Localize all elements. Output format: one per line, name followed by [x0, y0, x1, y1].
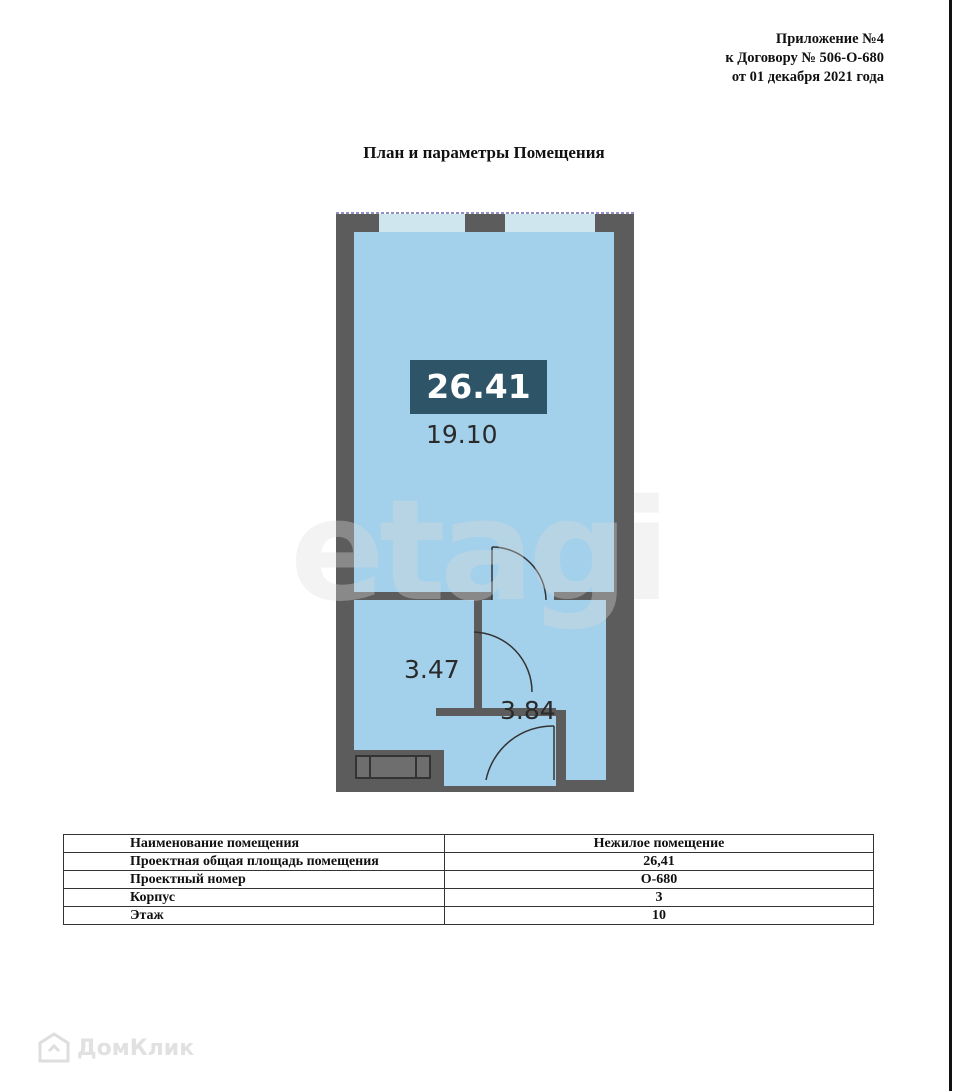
header-appendix: Приложение №4 — [775, 31, 884, 47]
row-label: Этаж — [64, 907, 445, 925]
table-row — [64, 853, 874, 871]
table-row — [64, 871, 874, 889]
table-row — [64, 889, 874, 907]
etagi-watermark: etagi — [290, 470, 665, 633]
row-label: Наименование помещения — [64, 835, 445, 853]
table-row — [64, 835, 874, 853]
row-value: 10 — [445, 907, 874, 925]
page-edge — [949, 0, 952, 1091]
room-area-label-bath: 3.84 — [500, 696, 556, 725]
window-left — [379, 214, 465, 232]
domclick-house-icon — [37, 1031, 71, 1065]
row-value: Нежилое помещение — [445, 835, 874, 853]
row-value: О-680 — [445, 871, 874, 889]
total-area-badge: 26.41 — [410, 360, 547, 414]
document-header — [725, 30, 884, 87]
row-value: 26,41 — [445, 853, 874, 871]
parameters-table — [63, 834, 874, 925]
row-label: Корпус — [64, 889, 445, 907]
header-date: от 01 декабря 2021 года — [731, 69, 884, 85]
row-label: Проектная общая площадь помещения — [64, 853, 445, 871]
window-right — [505, 214, 595, 232]
table-row — [64, 907, 874, 925]
header-contract: к Договору № 506-О-680 — [725, 50, 884, 66]
row-label: Проектный номер — [64, 871, 445, 889]
floor-plan — [336, 212, 634, 792]
room-area-label-main: 19.10 — [426, 420, 498, 449]
floor-plan-drawing — [336, 212, 634, 792]
row-value: 3 — [445, 889, 874, 907]
page-title: План и параметры Помещения — [363, 143, 605, 162]
domclick-watermark — [37, 1031, 194, 1065]
room-area-label-small: 3.47 — [404, 655, 460, 684]
domclick-text: ДомКлик — [77, 1035, 195, 1061]
